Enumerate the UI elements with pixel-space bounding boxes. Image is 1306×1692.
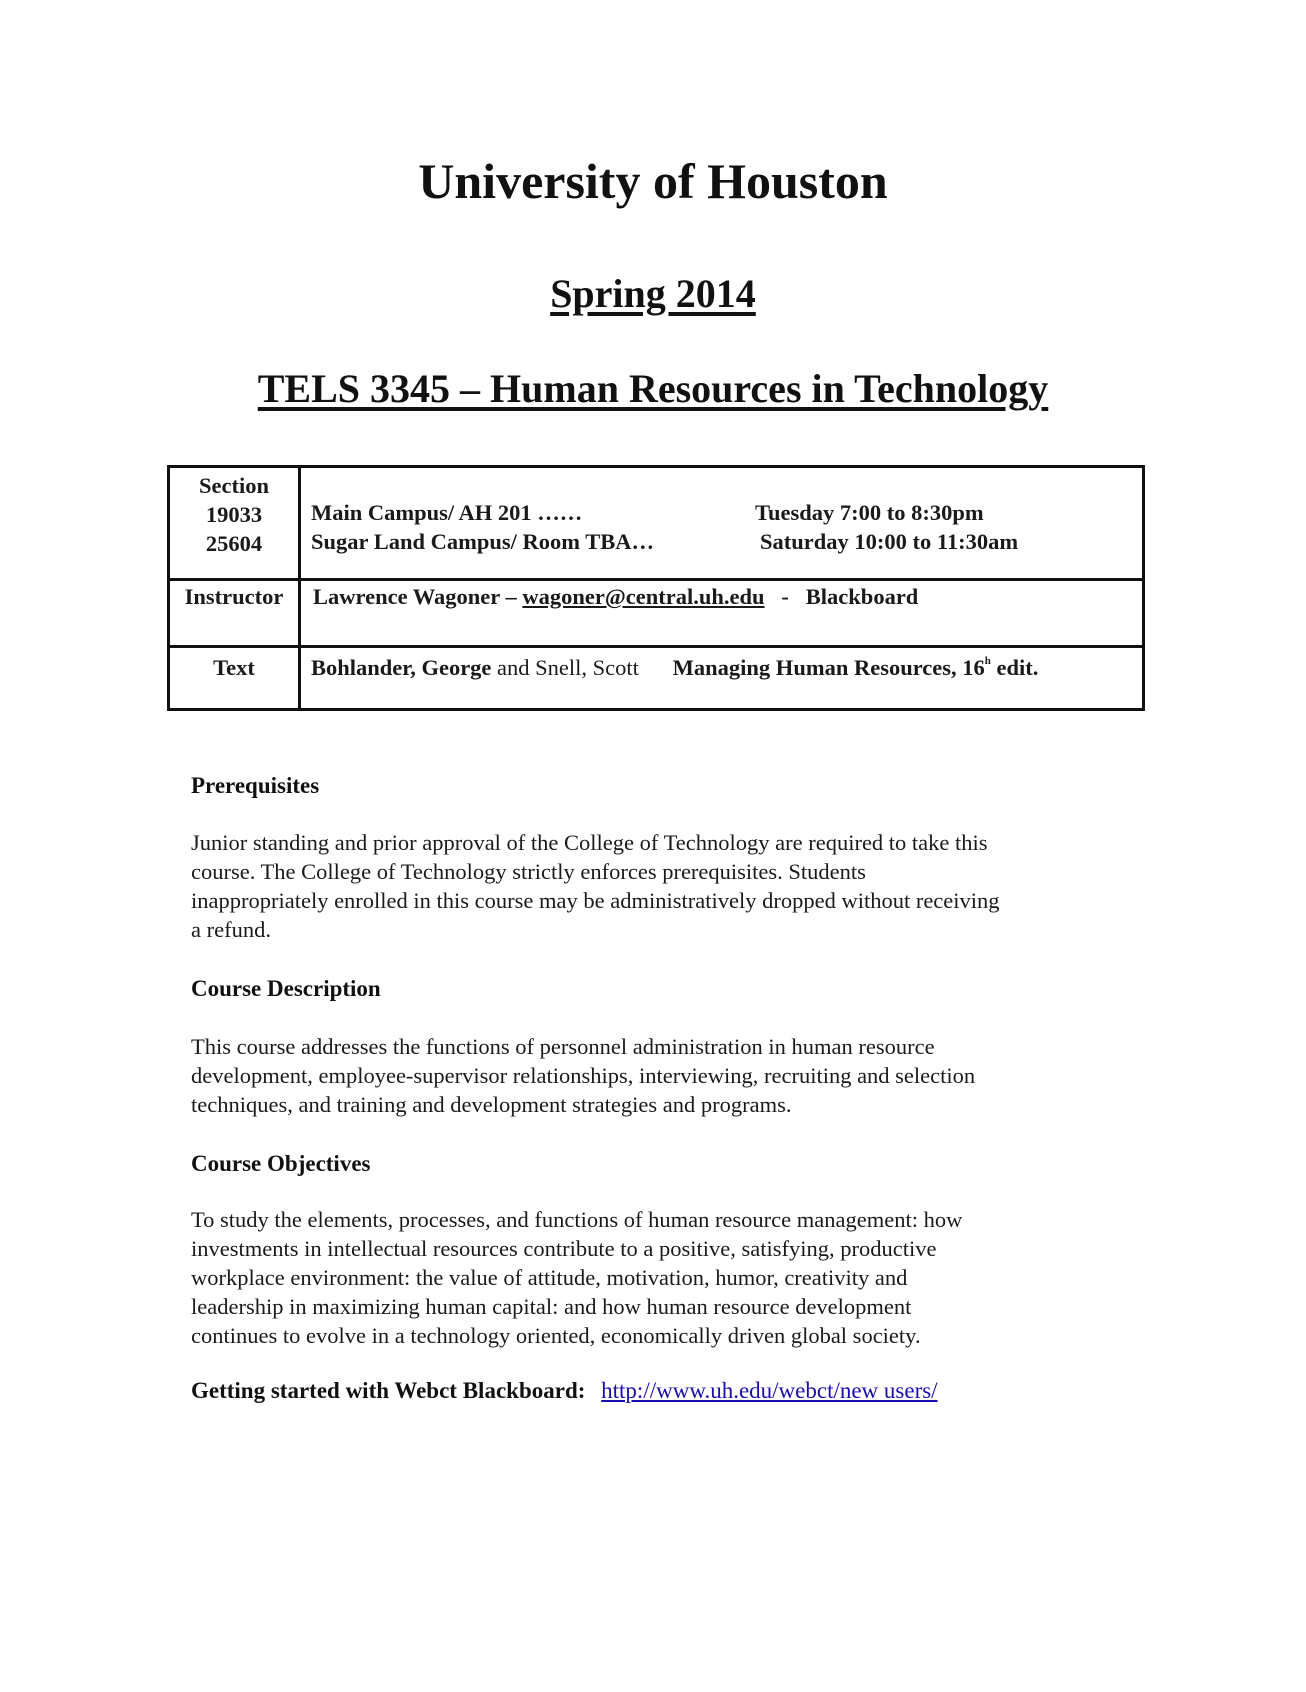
paragraph-line: development, employee-supervisor relationships, interviewing, recruiting and selection (191, 1063, 976, 1088)
prerequisites-paragraph (191, 828, 1121, 944)
instructor-platform: Blackboard (805, 584, 919, 609)
paragraph-line: inappropriately enrolled in this course may be administratively dropped without receiving (191, 888, 1000, 913)
textbook-title: Managing Human Resources, 16 (672, 655, 985, 680)
webct-new-users-link[interactable]: http://www.uh.edu/webct/new users/ (601, 1378, 938, 1403)
textbook-author-primary: Bohlander, George (311, 655, 492, 680)
instructor-details-cell (300, 580, 1144, 647)
section-location: Main Campus/ AH 201 …… (311, 500, 583, 525)
section-details-cell (300, 467, 1144, 580)
section-label-cell (169, 467, 300, 580)
instructor-separator: - (781, 584, 789, 609)
section-number: 25604 (205, 531, 263, 556)
course-description-heading: Course Description (191, 976, 381, 1001)
paragraph-line: a refund. (191, 917, 271, 942)
getting-started-label: Getting started with Webct Blackboard: (191, 1378, 586, 1403)
instructor-email-link[interactable]: wagoner@central.uh.edu (522, 584, 765, 609)
textbook-author-secondary: and Snell, Scott (497, 655, 639, 680)
getting-started-line (191, 1378, 938, 1404)
instructor-row (169, 580, 1144, 647)
course-objectives-heading: Course Objectives (191, 1151, 371, 1176)
textbook-edition-superscript: h (984, 655, 991, 667)
paragraph-line: techniques, and training and development strategies and programs. (191, 1092, 792, 1117)
section-number: 19033 (205, 502, 263, 527)
paragraph-line: investments in intellectual resources contribute to a positive, satisfying, productive (191, 1236, 937, 1261)
section-location: Sugar Land Campus/ Room TBA… (311, 529, 655, 554)
university-title: University of Houston (418, 153, 888, 209)
instructor-label: Instructor (184, 584, 284, 609)
paragraph-line: continues to evolve in a technology oriented, economically driven global society. (191, 1323, 921, 1348)
course-title: TELS 3345 – Human Resources in Technology (257, 366, 1049, 411)
paragraph-line: course. The College of Technology strictly enforces prerequisites. Students (191, 859, 866, 884)
instructor-label-cell (169, 580, 300, 647)
section-row (169, 467, 1144, 580)
paragraph-line: This course addresses the functions of personnel administration in human resource (191, 1034, 935, 1059)
prerequisites-heading: Prerequisites (191, 773, 320, 798)
paragraph-line: To study the elements, processes, and functions of human resource management: how (191, 1207, 963, 1232)
paragraph-line: leadership in maximizing human capital: and how human resource development (191, 1294, 912, 1319)
paragraph-line: Junior standing and prior approval of the College of Technology are required to take this (191, 830, 988, 855)
section-schedule: Tuesday 7:00 to 8:30pm (755, 500, 984, 525)
section-schedule: Saturday 10:00 to 11:30am (760, 529, 1019, 554)
paragraph-line: workplace environment: the value of attitude, motivation, humor, creativity and (191, 1265, 908, 1290)
term-title: Spring 2014 (550, 271, 756, 316)
section-label: Section (199, 473, 269, 498)
course-info-table (167, 465, 1145, 711)
text-details-cell (300, 647, 1144, 710)
instructor-name: Lawrence Wagoner – (313, 584, 517, 609)
textbook-edition: edit. (996, 655, 1039, 680)
text-row (169, 647, 1144, 710)
text-label: Text (213, 655, 255, 680)
course-objectives-paragraph (191, 1205, 1121, 1350)
course-description-paragraph (191, 1032, 1121, 1119)
text-label-cell (169, 647, 300, 710)
